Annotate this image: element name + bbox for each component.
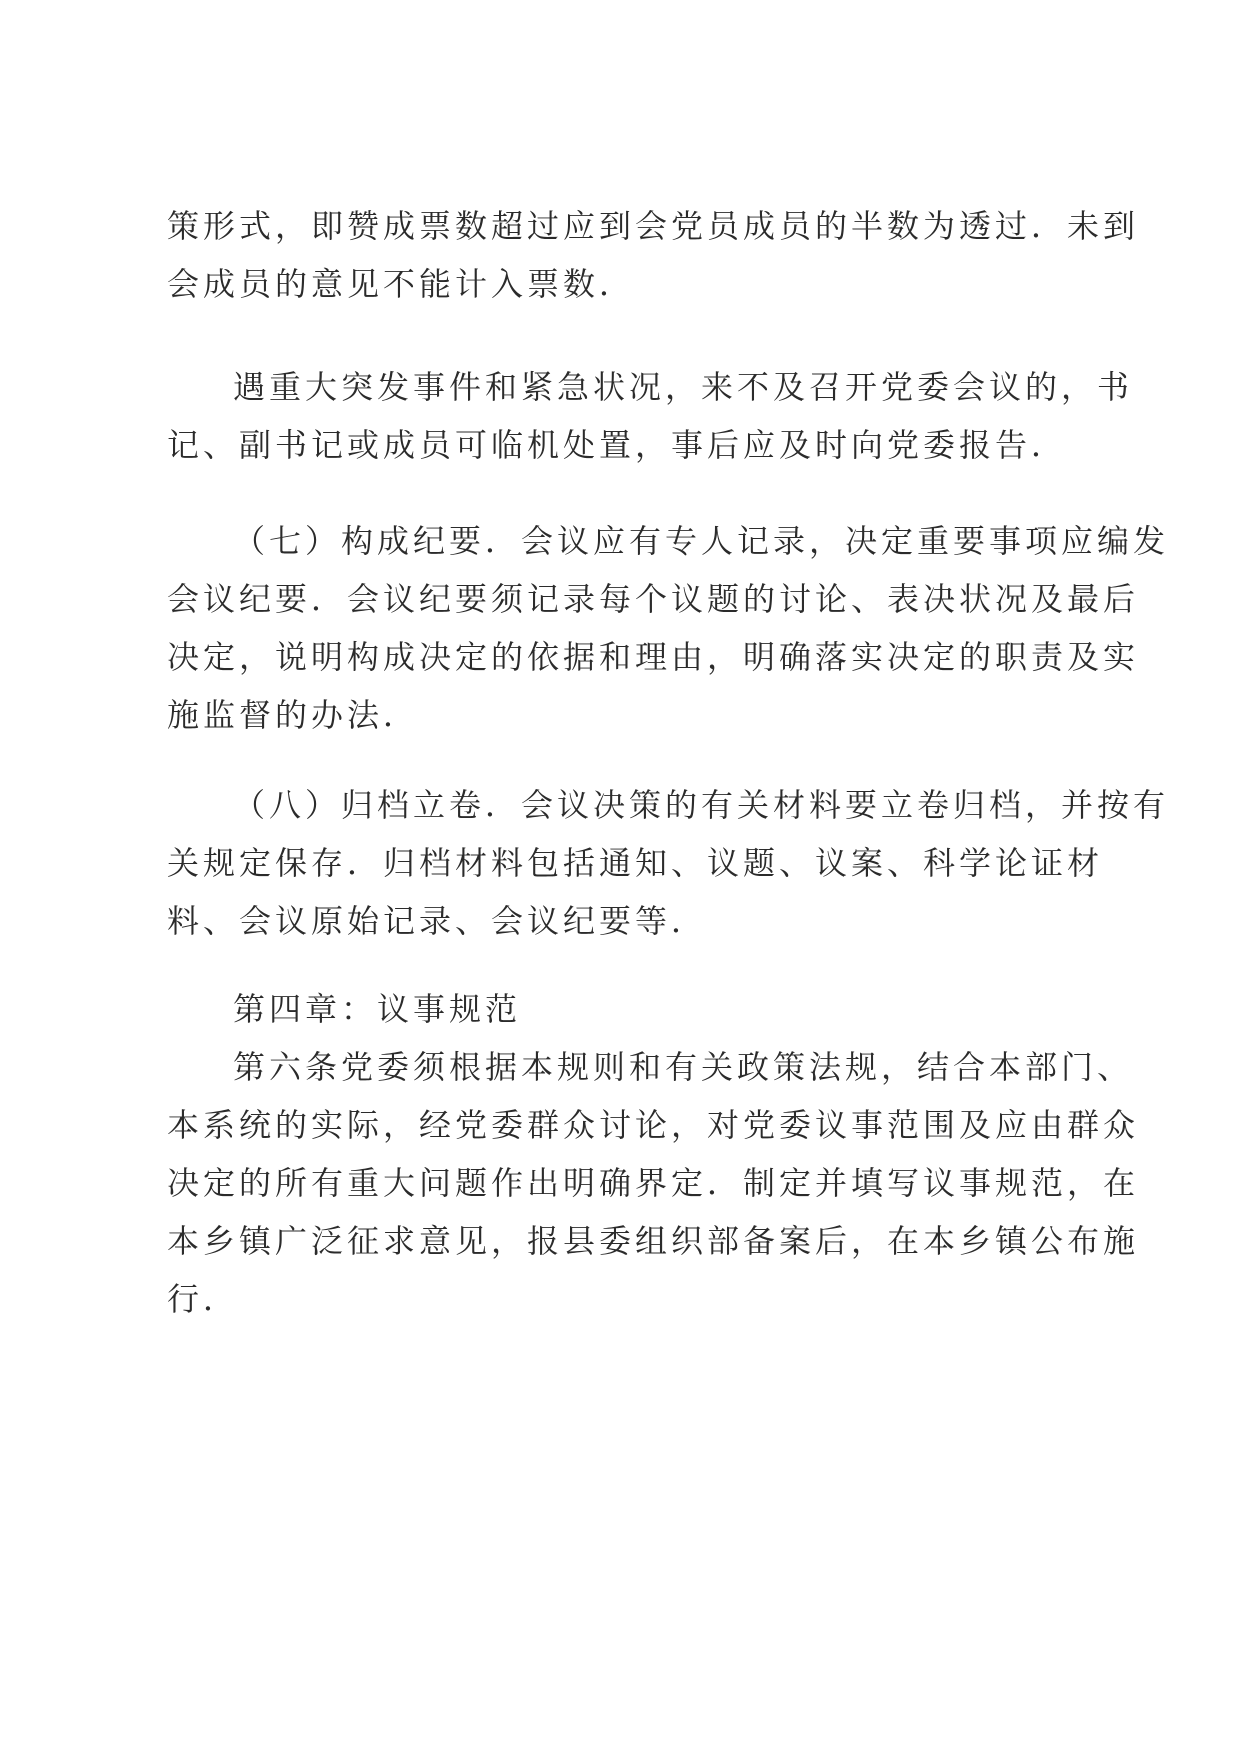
paragraph-voting-rule: [167, 197, 1140, 313]
paragraph-chapter-four: [167, 980, 1140, 1328]
text-line: 关规定保存．归档材料包括通知、议题、议案、科学论证材: [167, 844, 1104, 882]
paragraph-meeting-minutes: [167, 512, 1170, 744]
text-line: 策形式，即赞成票数超过应到会党员成员的半数为透过．未到: [167, 207, 1140, 245]
text-line: 记、副书记或成员可临机处置，事后应及时向党委报告．: [167, 426, 1068, 464]
text-line: 料、会议原始记录、会议纪要等．: [167, 902, 708, 940]
text-line: 行．: [167, 1280, 240, 1318]
text-line: 本系统的实际，经党委群众讨论，对党委议事范围及应由群众: [167, 1106, 1140, 1144]
text-line: 本乡镇广泛征求意见，报县委组织部备案后，在本乡镇公布施: [167, 1222, 1140, 1260]
text-line: 第六条党委须根据本规则和有关政策法规，结合本部门、: [233, 1048, 1134, 1086]
paragraph-emergency-handling: [167, 358, 1134, 474]
text-line: 会成员的意见不能计入票数．: [167, 265, 636, 303]
text-line: （七）构成纪要．会议应有专人记录，决定重要事项应编发: [233, 522, 1170, 560]
text-line: 施监督的办法．: [167, 696, 420, 734]
text-line: 决定，说明构成决定的依据和理由，明确落实决定的职责及实: [167, 638, 1140, 676]
text-line: 遇重大突发事件和紧急状况，来不及召开党委会议的，书: [233, 368, 1134, 406]
text-line: （八）归档立卷．会议决策的有关材料要立卷归档，并按有: [233, 786, 1170, 824]
chapter-heading: 第四章：议事规范: [233, 990, 522, 1028]
text-line: 决定的所有重大问题作出明确界定．制定并填写议事规范，在: [167, 1164, 1140, 1202]
paragraph-archiving: [167, 776, 1170, 950]
text-line: 会议纪要．会议纪要须记录每个议题的讨论、表决状况及最后: [167, 580, 1140, 618]
